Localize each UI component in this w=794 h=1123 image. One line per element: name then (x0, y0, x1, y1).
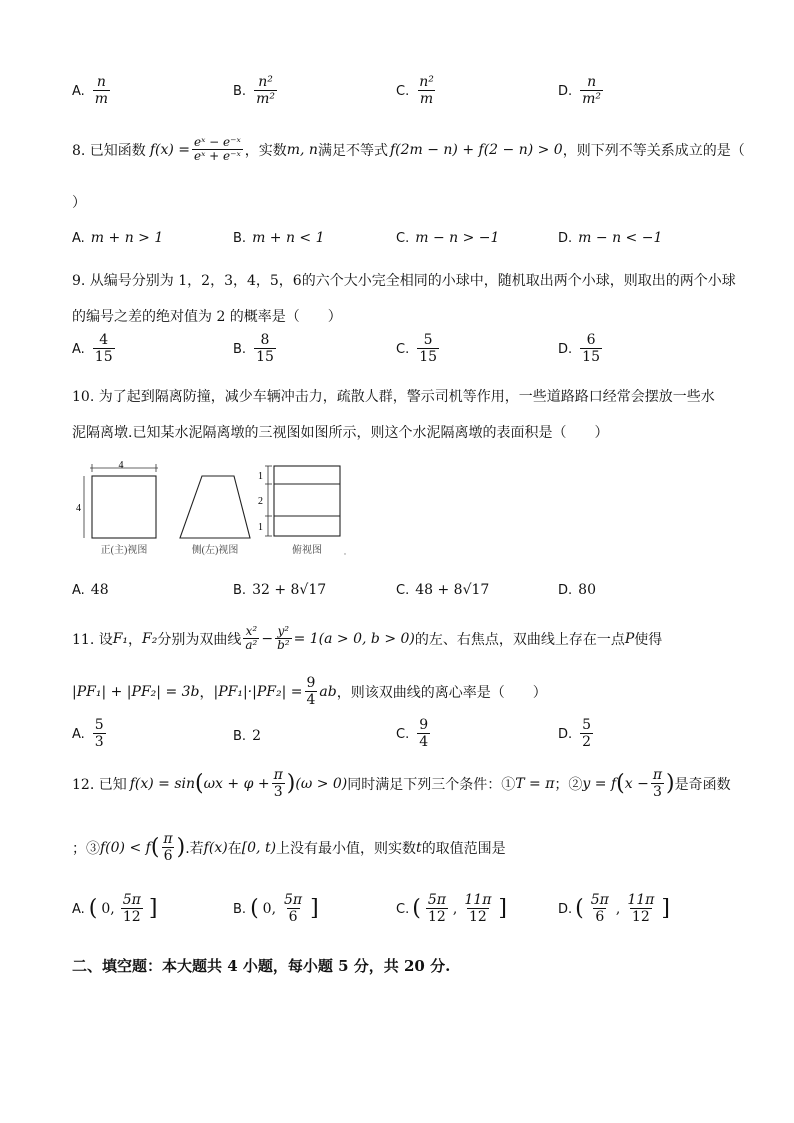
q10-option-a[interactable] (72, 582, 109, 598)
q10-option-b-text: 32 + 8√17 (252, 582, 327, 598)
front-height-dim: 4 (76, 503, 81, 514)
q9-option-a-label: A. (72, 341, 85, 357)
q12-arg-a: ωx + φ + (203, 776, 270, 793)
q12-d-num2: 11π (627, 892, 655, 908)
q8-option-a[interactable] (72, 230, 163, 246)
q12-d-close: ] (661, 896, 670, 922)
q12-stem-f: .若 (185, 841, 204, 858)
q12-b-open: ( (250, 896, 259, 922)
q9-c-num: 5 (423, 332, 433, 348)
top-view (258, 466, 346, 556)
q12-option-d-label: D. (558, 901, 573, 917)
q11-stem-line2 (72, 676, 547, 708)
q12-b-den: 6 (288, 909, 298, 926)
q9-d-num: 6 (586, 332, 596, 348)
q12-option-a-label: A. (72, 901, 85, 917)
q11-stem-c: 分别为双曲线 (157, 631, 242, 648)
q12-c-num2: 11π (464, 892, 492, 908)
q12-b-num: 5π (284, 892, 303, 908)
q12-cond0: (ω > 0) (295, 776, 348, 793)
q12-stem-b: 同时满足下列三个条件：① (347, 777, 516, 794)
q8-fraction (192, 136, 243, 164)
q9-line1: 9. 从编号分别为 1，2，3，4，5，6的六个大小完全相同的小球中，随机取出两个小球，则取出的两个小球 (72, 273, 736, 289)
q10-option-a-label: A. (72, 582, 85, 598)
q8-option-b[interactable] (233, 230, 325, 246)
q11-a-num: 5 (94, 717, 104, 733)
q7-c-den: m (419, 91, 434, 108)
q12-cond3-paren-close: ) (176, 835, 186, 861)
q12-a-num: 5π (122, 892, 141, 908)
q8-option-c-text: m − n > −1 (415, 230, 500, 246)
q11-frac1 (243, 625, 259, 653)
q12-cond3-num: π (163, 831, 173, 847)
q10-option-c-text: 48 + 8√17 (415, 582, 490, 598)
q7-option-b[interactable] (233, 75, 279, 107)
q12-cond2a: y = f (582, 776, 617, 793)
q12-c-open: ( (412, 896, 421, 922)
q11-a-den: 3 (94, 734, 104, 751)
q9-option-b[interactable] (233, 333, 278, 365)
q12-a-den: 12 (122, 909, 141, 926)
q9-option-d[interactable] (558, 333, 604, 365)
q12-option-d[interactable] (558, 893, 670, 925)
q8-stem-b: ，实数 (244, 142, 287, 159)
top-view-label: 俯视图 (292, 545, 322, 556)
q11-frac1-den: a² (245, 638, 258, 653)
q11-frac1-num: x² (245, 624, 258, 638)
q7-b-den: m² (256, 91, 275, 108)
q8-option-d-text: m − n < −1 (578, 230, 663, 246)
q12-a-close: ] (148, 896, 158, 922)
q7-d-num: n (587, 74, 597, 90)
q12-c-den: 12 (427, 909, 446, 926)
q12-cond2-paren-close: ) (666, 771, 675, 797)
q11-stem-f: ，则该双曲线的离心率是（ ） (336, 685, 547, 702)
q8-option-c-label: C. (396, 230, 410, 246)
q12-option-c-label: C. (396, 901, 410, 917)
q9-option-a[interactable] (72, 333, 117, 365)
q11-option-a[interactable] (72, 718, 108, 750)
side-view (180, 476, 250, 556)
q11-option-a-fraction (93, 718, 106, 750)
q8-stem-a: 8. 已知函数 (72, 142, 146, 159)
q12-d-open: ( (575, 896, 584, 922)
q9-option-d-label: D. (558, 341, 573, 357)
q11-option-b-text: 2 (252, 728, 261, 744)
q10-option-a-text: 48 (90, 582, 109, 598)
q12-cond3a: f(0) < f (100, 840, 151, 857)
q11-frac2 (275, 625, 292, 653)
q8-option-b-label: B. (233, 230, 247, 246)
q11-d-den: 2 (582, 734, 592, 751)
q12-cond2-den: 3 (652, 784, 662, 801)
q12-c-frac2 (462, 893, 493, 925)
q11-cond2a: |PF₁|·|PF₂| = (213, 684, 303, 701)
q12-cond2-frac (651, 768, 664, 800)
q9-b-den: 15 (256, 349, 274, 366)
q8-option-a-text: m + n > 1 (90, 230, 164, 246)
q9-b-num: 8 (260, 332, 270, 348)
q12-var-t: t (416, 840, 422, 857)
q10-option-b[interactable] (233, 582, 326, 598)
q12-c-num: 5π (427, 892, 446, 908)
q9-line2: 的编号之差的绝对值为 2 的概率是（ ） (72, 309, 342, 325)
q10-option-d-label: D. (558, 582, 573, 598)
top-dim-1a: 1 (258, 471, 263, 482)
q9-a-num: 4 (99, 332, 109, 348)
q12-cond3-frac (161, 832, 174, 864)
top-dim-1b: 1 (258, 522, 263, 533)
q9-option-b-fraction (254, 333, 276, 365)
q12-option-b[interactable] (233, 893, 319, 925)
q7-b-num: n² (258, 74, 273, 90)
q12-cond2-num: π (652, 767, 663, 783)
q8-option-d[interactable] (558, 230, 662, 246)
q11-cond2-den: 4 (306, 692, 316, 709)
q7-option-d-fraction (580, 75, 603, 107)
q12-cond1: T = π (515, 776, 555, 793)
q9-a-den: 15 (94, 349, 113, 366)
q9-option-d-fraction (580, 333, 602, 365)
q12-stem-h: 上没有最小值，则实数 (276, 841, 417, 858)
q7-c-num: n² (419, 74, 434, 90)
q12-stem-a: 12. 已知 (72, 777, 127, 794)
q12-cond2-arg: x − (624, 776, 649, 793)
front-view-square (92, 476, 156, 538)
q12-a-frac (121, 893, 143, 925)
top-view-outer-rect (274, 466, 340, 536)
q10-line2: 泥隔离墩.已知某水泥隔离墩的三视图如图所示，则这个水泥隔离墩的表面积是（ ） (72, 425, 609, 441)
q12-option-b-label: B. (233, 901, 247, 917)
q10-option-c[interactable] (396, 582, 489, 598)
q12-c-den2: 12 (468, 909, 487, 926)
q9-option-c-fraction (417, 333, 439, 365)
q7-option-c[interactable] (396, 75, 438, 107)
front-width-dim: 4 (118, 460, 124, 471)
q8-func: f(x) = (149, 141, 190, 158)
q7-option-c-fraction (417, 75, 436, 107)
q7-option-d[interactable] (558, 75, 605, 107)
q11-cond2-num: 9 (306, 675, 316, 691)
q9-option-b-label: B. (233, 341, 247, 357)
q11-p: P (624, 630, 635, 647)
q12-cond3-den: 6 (163, 848, 173, 865)
q11-cond2-frac (305, 676, 318, 708)
q12-paren-open: ( (195, 771, 204, 797)
q11-d-num: 5 (582, 717, 592, 733)
q10-three-views-figure (72, 458, 362, 560)
q9-option-c[interactable] (396, 333, 441, 365)
q11-stem-e: 使得 (634, 631, 663, 648)
q8-stem (72, 136, 745, 164)
q12-d-num: 5π (590, 892, 609, 908)
q11-option-d-fraction (580, 718, 593, 750)
q11-option-c-fraction (417, 718, 430, 750)
q11-f2: F₂ (142, 630, 158, 647)
q11-frac2-den: b² (277, 638, 290, 653)
q10-option-c-label: C. (396, 582, 410, 598)
q10-line1: 10. 为了起到隔离防撞，减少车辆冲击力，疏散人群，警示司机等作用，一些道路路口经常会摆放一些水 (72, 389, 715, 405)
q12-b-frac (282, 893, 304, 925)
front-view (76, 460, 158, 556)
q11-option-c[interactable] (396, 718, 432, 750)
q12-func-a: f(x) = sin (129, 776, 196, 793)
q9-option-c-label: C. (396, 341, 410, 357)
q10-option-b-label: B. (233, 582, 247, 598)
q12-arg-frac (272, 768, 285, 800)
q7-option-a-fraction (93, 75, 110, 107)
q11-cond1: |PF₁| + |PF₂| = 3b (72, 684, 200, 701)
q8-inequality: f(2m − n) + f(2 − n) > 0 (389, 141, 563, 158)
q7-option-d-label: D. (558, 83, 573, 99)
q8-option-d-label: D. (558, 230, 573, 246)
q8-frac-num: eˣ − e⁻ˣ (194, 135, 241, 149)
q12-paren-close: ) (286, 771, 296, 797)
q11-stem-a: 11. 设 (72, 631, 113, 648)
top-dim-2: 2 (258, 496, 263, 507)
q12-c-comma: , (452, 901, 458, 918)
q12-a-left: 0, (101, 901, 115, 918)
q8-option-c[interactable] (396, 230, 499, 246)
q12-arg-num: π (273, 767, 283, 783)
q11-comma: ， (199, 685, 214, 702)
figure-dot (344, 553, 345, 554)
q8-vars: m, n (286, 141, 318, 158)
q11-cond2b: ab (319, 684, 337, 701)
q11-c-num: 9 (419, 717, 429, 733)
q11-stem-d: 的左、右焦点，双曲线上存在一点 (414, 631, 625, 648)
q7-option-b-label: B. (233, 83, 247, 99)
q12-interval: [0, t) (241, 840, 277, 857)
q8-stem-d: ，则下列不等关系成立的是（ (562, 142, 745, 159)
q12-option-a[interactable] (72, 893, 157, 925)
q9-c-den: 15 (419, 349, 438, 366)
q11-option-b[interactable] (233, 728, 261, 744)
q12-b-left: 0, (262, 901, 277, 918)
q12-stem-line1 (72, 768, 731, 800)
q12-arg-den: 3 (273, 784, 283, 801)
q10-option-d[interactable] (558, 582, 596, 598)
q8-option-b-text: m + n < 1 (252, 230, 325, 246)
q12-a-open: ( (88, 896, 98, 922)
q8-stem-c: 满足不等式 (317, 142, 388, 159)
q7-option-c-label: C. (396, 83, 410, 99)
q7-option-a-label: A. (72, 83, 85, 99)
q12-d-frac1 (589, 893, 611, 925)
q11-stem-line1 (72, 625, 662, 653)
q12-stem-g: 在 (227, 841, 242, 858)
q7-a-num: n (96, 74, 106, 90)
q12-option-c[interactable] (396, 893, 507, 925)
q12-c-close: ] (498, 896, 507, 922)
q7-d-den: m² (582, 91, 602, 108)
q8-frac-den: eˣ + e⁻ˣ (194, 149, 241, 164)
q11-option-b-label: B. (233, 728, 247, 744)
q12-d-frac2 (625, 893, 656, 925)
q7-option-a[interactable] (72, 75, 112, 107)
q12-cond2-paren-open: ( (616, 771, 625, 797)
q12-c-frac1 (426, 893, 448, 925)
section2-heading: 二、填空题：本大题共 4 小题，每小题 5 分，共 20 分. (72, 957, 451, 975)
q12-stem-d: 是奇函数 (674, 777, 731, 794)
q7-option-b-fraction (254, 75, 277, 107)
q12-cond4: f(x) (203, 840, 228, 857)
q9-d-den: 15 (582, 349, 600, 366)
q11-option-d[interactable] (558, 718, 595, 750)
front-view-label: 正(主)视图 (100, 545, 148, 556)
q11-option-c-label: C. (396, 726, 410, 742)
q10-option-d-text: 80 (578, 582, 596, 598)
q12-cond3-paren-open: ( (150, 835, 160, 861)
side-view-trapezoid (180, 476, 250, 538)
q11-c-den: 4 (419, 734, 429, 751)
q11-option-a-label: A. (72, 726, 85, 742)
side-view-label: 侧(左)视图 (191, 545, 239, 556)
q11-minus: − (261, 630, 274, 647)
q12-stem-c: ；② (554, 777, 583, 794)
q12-stem-i: 的取值范围是 (421, 841, 506, 858)
q12-stem-e: ；③ (72, 841, 100, 858)
q12-stem-line2 (72, 832, 506, 864)
q11-stem-b: ， (128, 631, 143, 648)
q8-stem-e: ） (72, 195, 86, 211)
q11-f1: F₁ (112, 630, 129, 647)
q9-option-a-fraction (93, 333, 115, 365)
q12-b-close: ] (310, 896, 319, 922)
q12-d-den: 6 (595, 909, 605, 926)
q11-option-d-label: D. (558, 726, 573, 742)
q7-a-den: m (94, 91, 109, 108)
q11-eq: = 1(a > 0, b > 0) (293, 630, 415, 647)
q11-frac2-num: y² (277, 624, 290, 638)
q12-d-den2: 12 (631, 909, 650, 926)
q12-d-comma: , (615, 901, 621, 918)
q8-option-a-label: A. (72, 230, 85, 246)
